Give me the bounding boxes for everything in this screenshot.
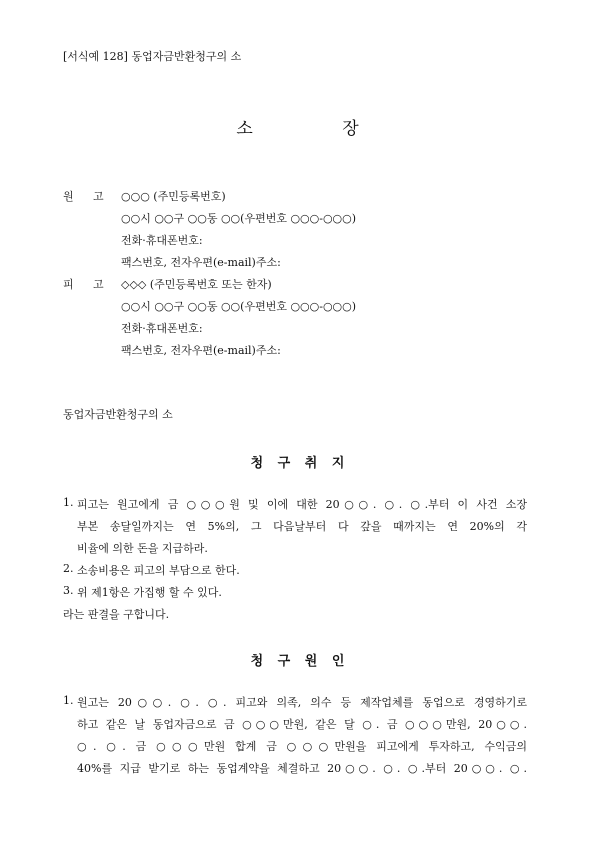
claim-purpose-item1-line3: 비율에 의한 돈을 지급하라. bbox=[77, 542, 208, 555]
claim-purpose-item2-num: 2. bbox=[63, 562, 74, 575]
claim-cause-item1-line2: 하고 같은 날 동업자금으로 금 ○○○만원, 같은 달 ○. 금 ○○○만원, 20○○. bbox=[77, 718, 527, 731]
form-label: [서식예 128] 동업자금반환청구의 소 bbox=[63, 50, 242, 63]
claim-purpose-item1-num: 1. bbox=[63, 496, 74, 509]
claim-cause-item1-num: 1. bbox=[63, 694, 74, 707]
plaintiff-address: ○○시 ○○구 ○○동 ○○(우편번호 ○○○-○○○) bbox=[121, 212, 357, 225]
case-name: 동업자금반환청구의 소 bbox=[63, 408, 173, 421]
claim-purpose-heading: 청 구 취 지 bbox=[250, 456, 345, 471]
plaintiff-phone: 전화·휴대폰번호: bbox=[121, 234, 203, 247]
claim-purpose-item1-line2: 부본 송달일까지는 연 5%의, 그 다음날부터 다 갚을 때까지는 연 20%의 각 bbox=[77, 520, 527, 533]
defendant-name: ◇◇◇ (주민등록번호 또는 한자) bbox=[121, 278, 272, 291]
defendant-fax-email: 팩스번호, 전자우편(e-mail)주소: bbox=[121, 344, 281, 357]
claim-purpose-item1-line1: 피고는 원고에게 금 ○○○원 및 이에 대한 20○○. ○. ○.부터 이 사건 소장 bbox=[77, 498, 527, 511]
plaintiff-tag-2: 고 bbox=[93, 190, 104, 203]
claim-purpose-item2: 소송비용은 피고의 부담으로 한다. bbox=[77, 564, 240, 577]
claim-purpose-item3-num: 3. bbox=[63, 584, 74, 597]
claim-purpose-closing: 라는 판결을 구합니다. bbox=[63, 608, 170, 621]
document-title: 소 장 bbox=[236, 119, 359, 139]
defendant-tag-2: 고 bbox=[93, 278, 104, 291]
defendant-tag-1: 피 bbox=[63, 278, 74, 291]
plaintiff-tag-1: 원 bbox=[63, 190, 74, 203]
defendant-phone: 전화·휴대폰번호: bbox=[121, 322, 203, 335]
defendant-address: ○○시 ○○구 ○○동 ○○(우편번호 ○○○-○○○) bbox=[121, 300, 357, 313]
plaintiff-fax-email: 팩스번호, 전자우편(e-mail)주소: bbox=[121, 256, 281, 269]
plaintiff-name: ○○○ (주민등록번호) bbox=[121, 190, 226, 203]
claim-cause-item1-line1: 원고는 20○○. ○. ○. 피고와 의족, 의수 등 제작업체를 동업으로 경영하기로 bbox=[77, 696, 527, 709]
claim-cause-heading: 청 구 원 인 bbox=[250, 654, 345, 669]
claim-cause-item1-line4: 40%를 지급 받기로 하는 동업계약을 체결하고 20○○. ○. ○.부터 20○○. ○. bbox=[77, 762, 527, 775]
claim-purpose-item3: 위 제1항은 가집행 할 수 있다. bbox=[77, 586, 222, 599]
claim-cause-item1-line3: ○. ○. 금 ○○○만원 합계 금 ○○○만원을 피고에게 투자하고, 수익금의 bbox=[77, 740, 527, 753]
